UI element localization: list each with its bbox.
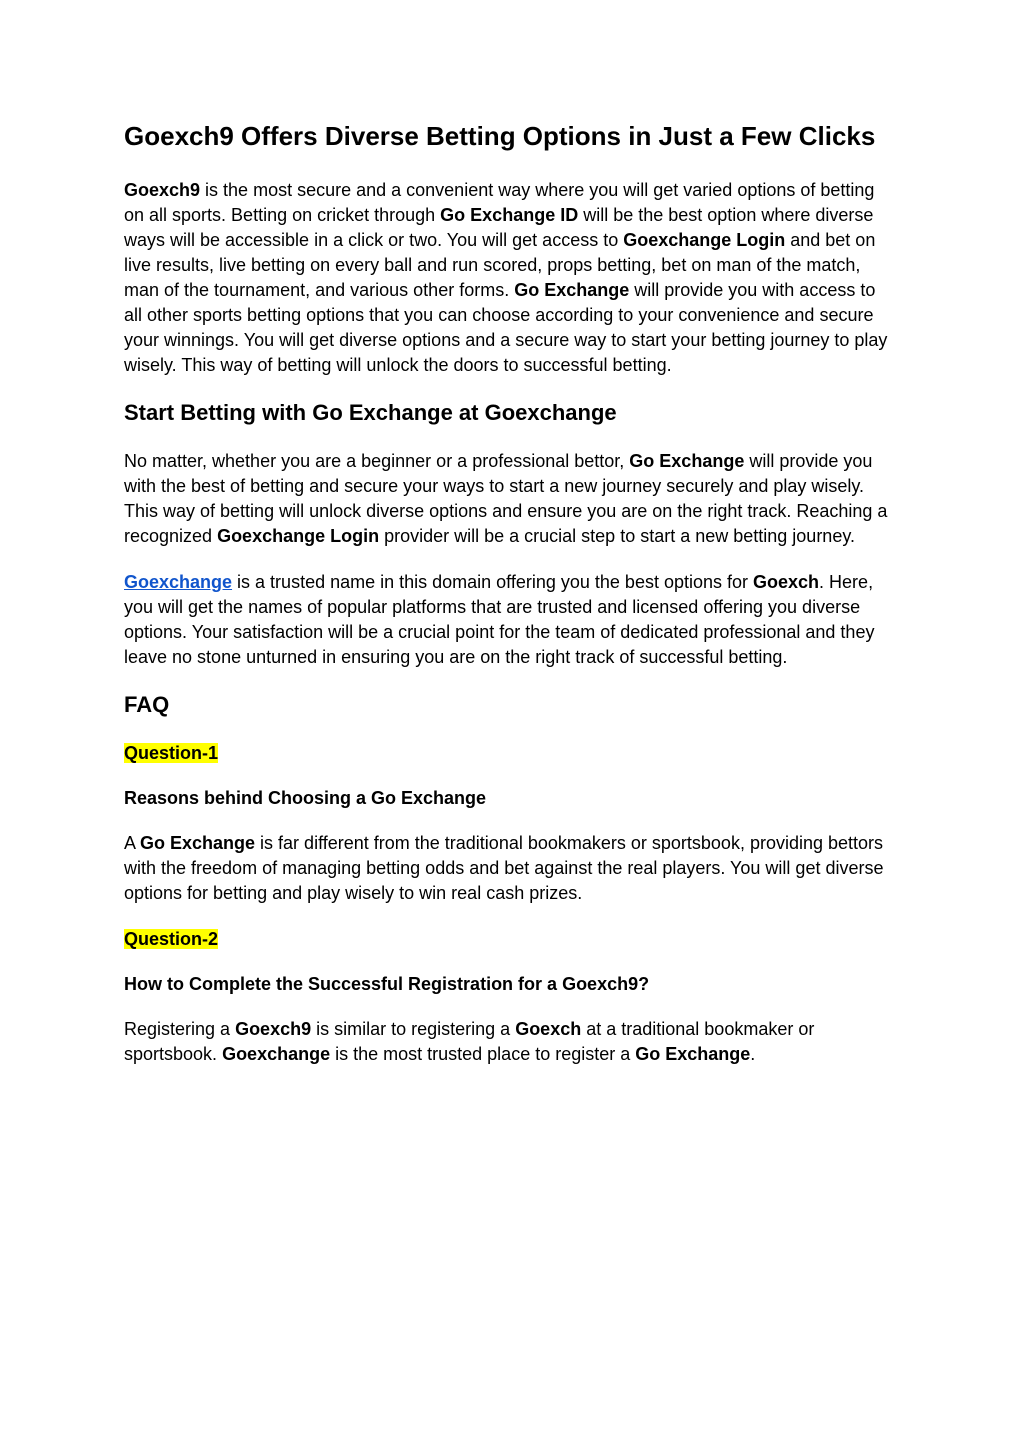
question-1-label-row xyxy=(124,741,896,765)
bold-text: Go Exchange xyxy=(629,451,745,471)
faq-heading: FAQ xyxy=(124,692,170,717)
goexchange-link[interactable]: Goexchange xyxy=(124,572,233,592)
question-1-title: Reasons behind Choosing a Go Exchange xyxy=(124,788,487,808)
bold-text: Goexch9 xyxy=(124,180,201,200)
section2-paragraph-1: No matter, whether you are a beginner or a professional bettor, Go Exchange will provide you with the best of betting and secure your ways to start a new journey securely and play wisely. This way of betting will unlock diverse options and ensure you are on the right track. Reaching a recognized Goexchange Login provider will be a crucial step to start a new betting journey. xyxy=(124,451,888,546)
bold-text: Go Exchange xyxy=(635,1044,751,1064)
bold-text: Goexch xyxy=(515,1019,582,1039)
question-1-answer: A Go Exchange is far different from the traditional bookmakers or sportsbook, providing bettors with the freedom of managing betting odds and bet against the real players. You will get diverse options for betting and play wisely to win real cash prizes. xyxy=(124,833,884,903)
bold-text: Goexchange Login xyxy=(217,526,380,546)
page-title: Goexch9 Offers Diverse Betting Options in Just a Few Clicks xyxy=(124,121,876,151)
question-2-answer: Registering a Goexch9 is similar to registering a Goexch at a traditional bookmaker or sportsbook. Goexchange is the most trusted place to register a Go Exchange. xyxy=(124,1019,815,1064)
bold-text: Go Exchange ID xyxy=(440,205,579,225)
bold-text: Goexch9 xyxy=(235,1019,312,1039)
section-heading-start-betting: Start Betting with Go Exchange at Goexchange xyxy=(124,400,617,425)
bold-text: Goexchange xyxy=(222,1044,331,1064)
question-2-label-row xyxy=(124,927,896,951)
bold-text: Goexch xyxy=(753,572,820,592)
bold-text: Go Exchange xyxy=(514,280,630,300)
question-2-label: Question-2 xyxy=(124,929,219,949)
intro-paragraph: Goexch9 is the most secure and a convenient way where you will get varied options of betting on all sports. Betting on cricket through Go Exchange ID will be the best option where diverse ways will be accessible in a click or two. You will get access to Goexchange Login and bet on live results, live betting on every ball and run scored, props betting, bet on man of the match, man of the tournament, and various other forms. Go Exchange will provide you with access to all other sports betting options that you can choose according to your convenience and secure your winnings. You will get diverse options and a secure way to start your betting journey to play wisely. This way of betting will unlock the doors to successful betting. xyxy=(124,180,888,375)
document-page xyxy=(124,118,896,1067)
section2-paragraph-2: Goexchange is a trusted name in this domain offering you the best options for Goexch. Here, you will get the names of popular platforms that are trusted and licensed offering you diverse options. Your satisfaction will be a crucial point for the team of dedicated professional and they leave no stone unturned in ensuring you are on the right track of successful betting. xyxy=(124,572,875,667)
bold-text: Goexchange Login xyxy=(623,230,786,250)
question-2-title: How to Complete the Successful Registration for a Goexch9? xyxy=(124,974,650,994)
question-1-label: Question-1 xyxy=(124,743,219,763)
bold-text: Go Exchange xyxy=(140,833,256,853)
